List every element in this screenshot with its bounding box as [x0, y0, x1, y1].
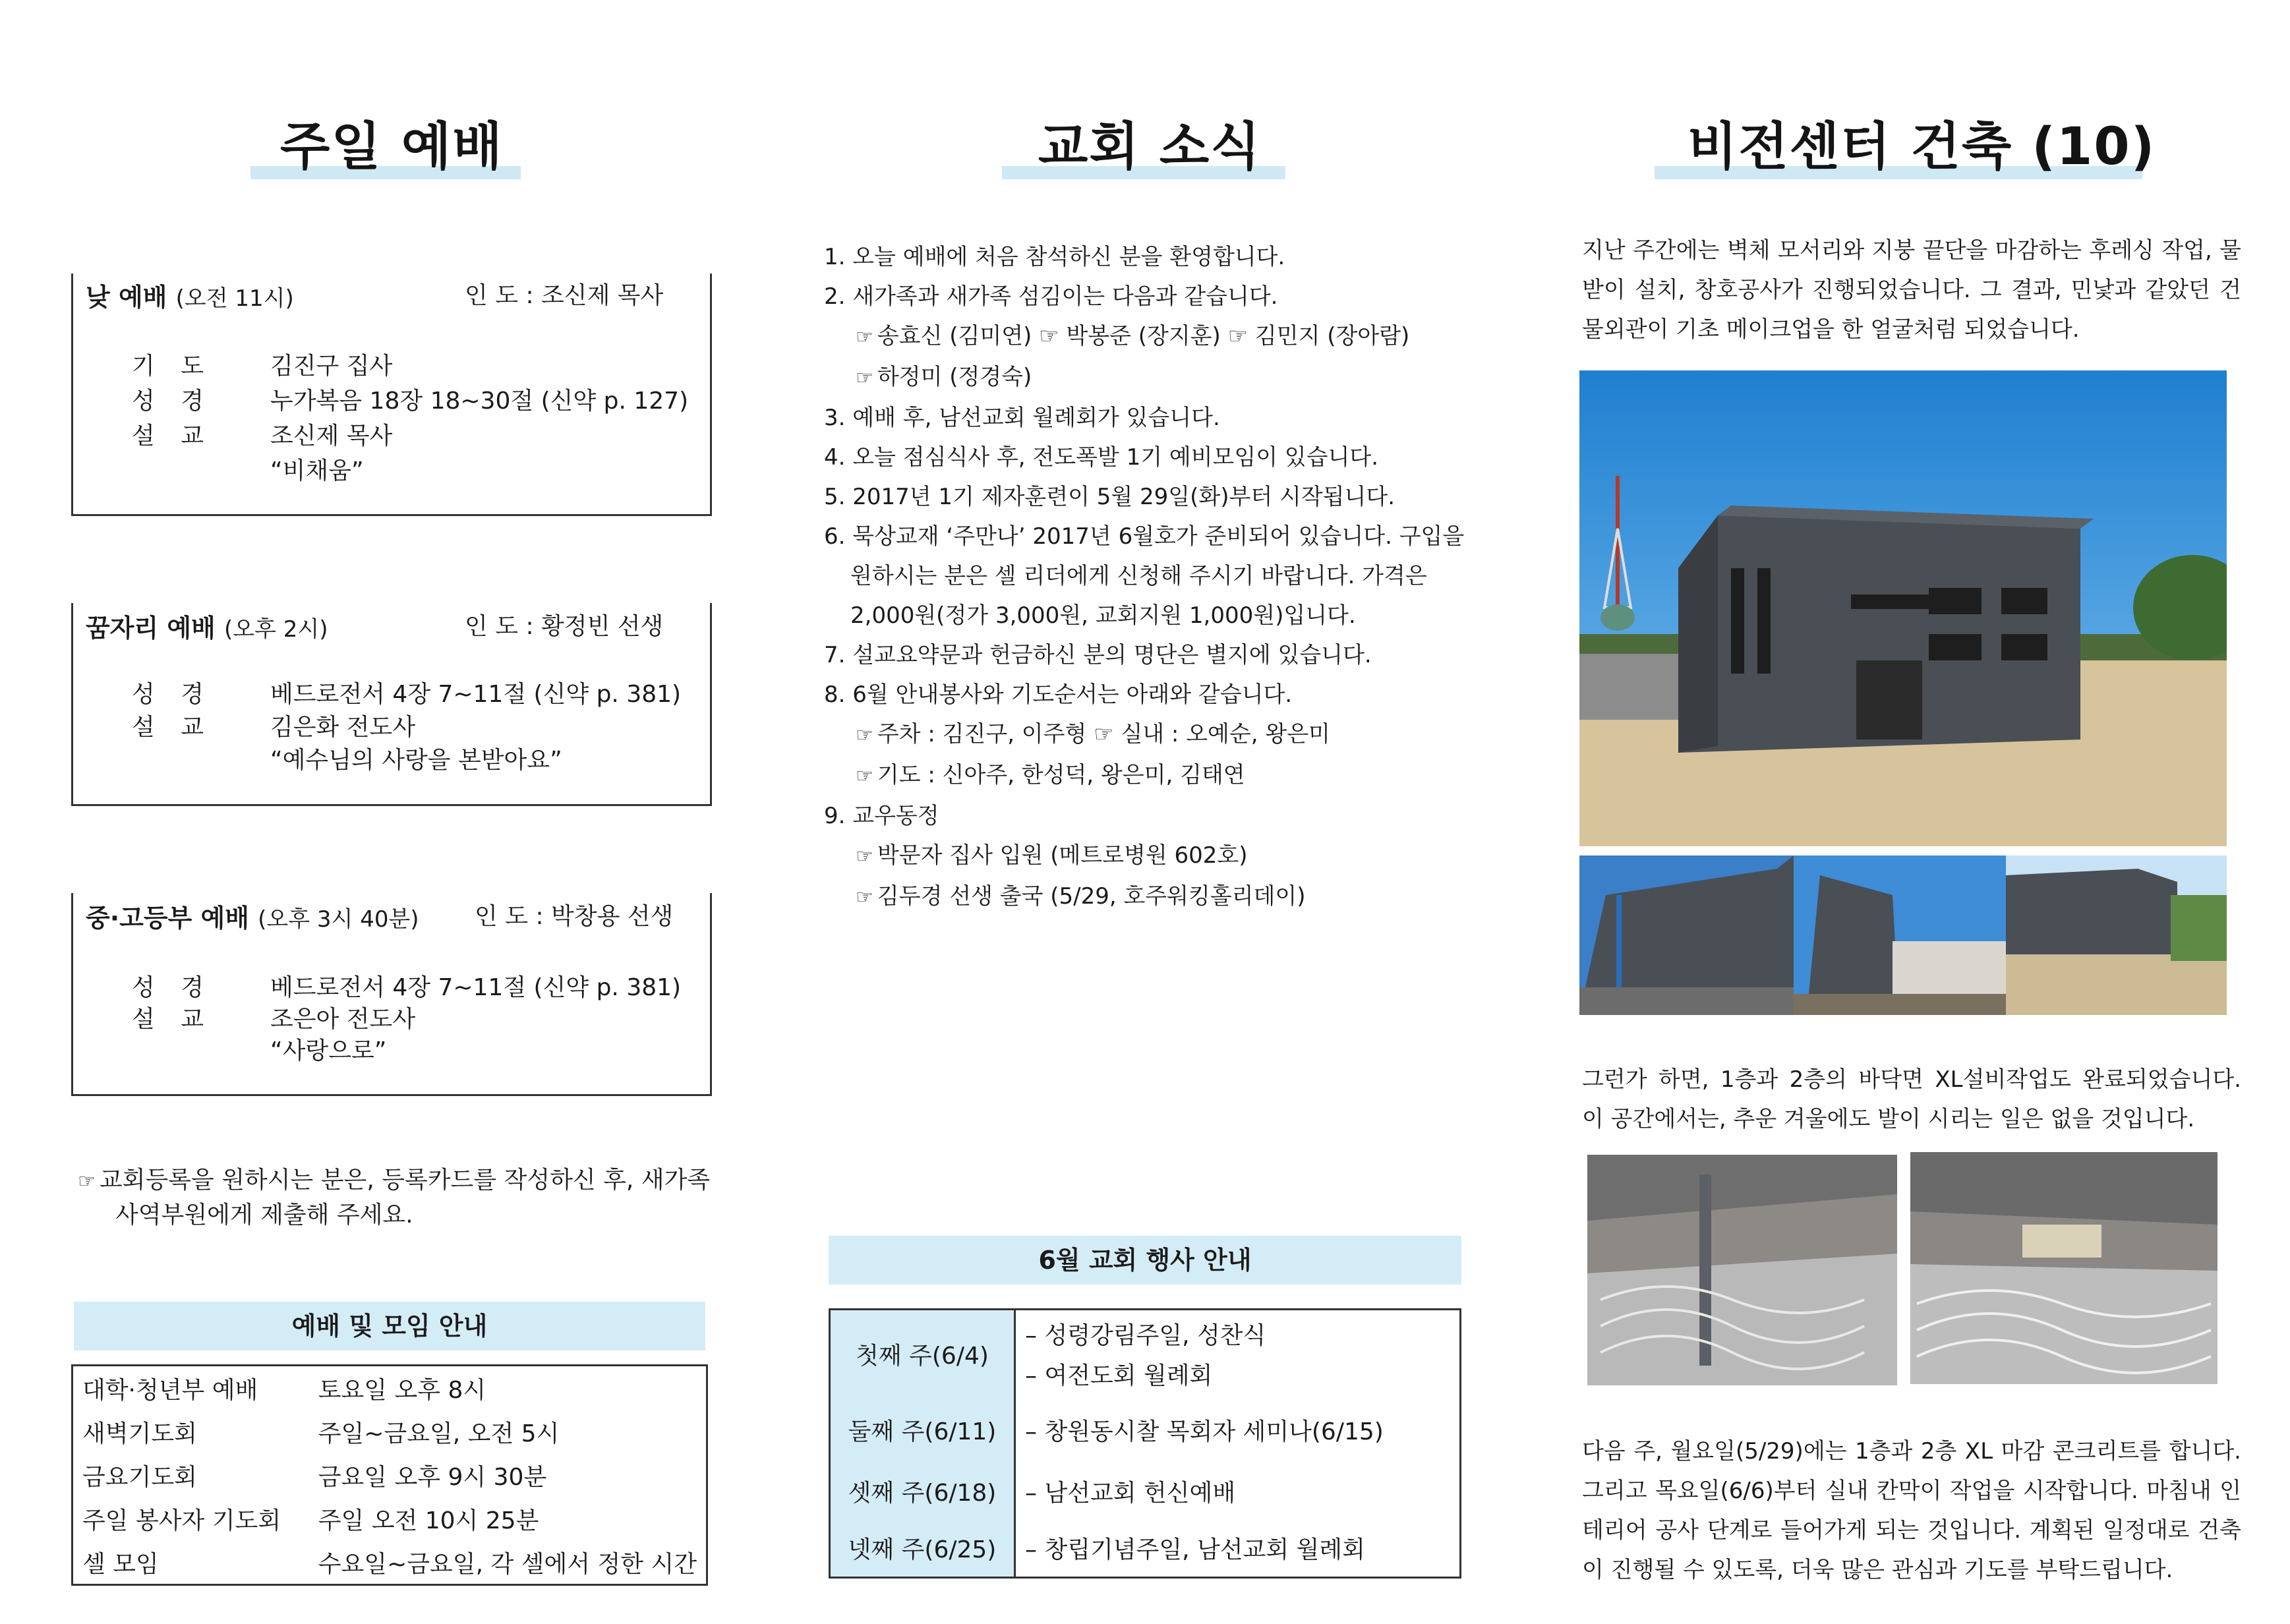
pointing-hand-icon: ☞: [78, 1170, 96, 1193]
noon-row: 기 도 김진구 집사: [132, 353, 393, 380]
interior-floor-photo-1: [1587, 1155, 1897, 1385]
pointing-hand-icon: ☞: [856, 366, 873, 390]
table-row: [830, 1462, 1461, 1520]
list-item: 8. 6월 안내봉사와 기도순서는 아래와 같습니다.: [824, 682, 1293, 708]
list-item: ☞ 박문자 집사 입원 (메트로병원 602호): [856, 842, 1248, 869]
event-week: 셋째 주(6/18): [830, 1462, 1015, 1520]
events-table: [829, 1308, 1461, 1579]
construction-paragraph: 그런가 하면, 1층과 2층의 바닥면 XL설비작업도 완료되었습니다. 이 공간에서는, 추운 겨울에도 발이 시리는 일은 없을 것입니다.: [1582, 1066, 2241, 1132]
list-item: 2. 새가족과 새가족 섬김이는 다음과 같습니다.: [824, 283, 1278, 310]
construction-photo-3: [2006, 856, 2227, 1015]
pointing-hand-icon: ☞: [856, 765, 873, 788]
table-row: 셀 모임 수요일~금요일, 각 셀에서 정한 시간: [82, 1550, 697, 1578]
event-week: 첫째 주(6/4): [830, 1310, 1015, 1398]
table-row: [830, 1397, 1461, 1462]
noon-service-heading: 낮 예배 (오전 11시): [86, 283, 294, 312]
construction-column: [1529, 0, 2290, 1624]
event-items: – 창립기념주일, 남선교회 월례회: [1025, 1536, 1365, 1564]
list-item: 7. 설교요약문과 헌금하신 분의 명단은 별지에 있습니다.: [824, 642, 1372, 668]
table-row: 새벽기도회 주일~금요일, 오전 5시: [82, 1420, 560, 1447]
kids-sermon-title: “예수님의 사랑을 본받아요”: [270, 747, 562, 774]
list-item: 6. 묵상교재 ‘주만나’ 2017년 6월호가 준비되어 있습니다. 구입을: [824, 523, 1465, 550]
list-item: 2,000원(정가 3,000원, 교회지원 1,000원)입니다.: [850, 602, 1356, 629]
register-note: ☞ 교회등록을 원하시는 분은, 등록카드를 작성하신 후, 새가족: [78, 1167, 711, 1194]
list-item: 원하시는 분은 셀 리더에게 신청해 주시기 바랍니다. 가격은: [850, 563, 1427, 589]
youth-row: 설 교 조은아 전도사: [132, 1006, 416, 1033]
list-item: ☞ 주차 : 김진구, 이주형 ☞ 실내 : 오예순, 왕은미: [856, 721, 1330, 747]
table-row: [830, 1310, 1461, 1398]
youth-sermon-title: “사랑으로”: [270, 1037, 387, 1064]
pointing-hand-icon: ☞: [856, 724, 873, 747]
construction-paragraph: 지난 주간에는 벽체 모서리와 지붕 끝단을 마감하는 후레싱 작업, 물받이 설치, 창호공사가 진행되었습니다. 그 결과, 민낯과 같았던 건물외관이 기초 메이크업을 한 얼굴처럼 되었습니다.: [1582, 237, 2241, 343]
register-note-cont: 사역부원에게 제출해 주세요.: [115, 1202, 413, 1229]
news-column: [765, 0, 1529, 1624]
construction-photo-2: [1794, 856, 2006, 1015]
table-row: [830, 1520, 1461, 1578]
noon-row: 설 교 조신제 목사: [132, 422, 393, 450]
table-row: 금요기도회 금요일 오후 9시 30분: [82, 1463, 547, 1491]
meetings-heading: 예배 및 모임 안내: [74, 1302, 705, 1350]
list-item: 3. 예배 후, 남선교회 월례회가 있습니다.: [824, 405, 1220, 431]
worship-column: [0, 0, 765, 1624]
kids-row: 성 경 베드로전서 4장 7~11절 (신약 p. 381): [132, 681, 682, 708]
list-item: ☞ 송효신 (김미연) ☞ 박봉준 (장지훈) ☞ 김민지 (장아람): [856, 323, 1410, 349]
interior-floor-photo-2: [1910, 1152, 2217, 1384]
worship-title: 주일 예배: [280, 117, 504, 177]
list-item: ☞ 하정미 (정경숙): [856, 364, 1032, 390]
kids-leader: 인 도 : 황정빈 선생: [465, 613, 664, 640]
table-row: 대학·청년부 예배 토요일 오후 8시: [82, 1376, 486, 1404]
event-items: – 성령강림주일, 성찬식 – 여전도회 월례회: [1025, 1322, 1266, 1390]
list-item: ☞ 김두경 선생 출국 (5/29, 호주워킹홀리데이): [856, 883, 1306, 910]
event-week: 넷째 주(6/25): [830, 1520, 1015, 1578]
youth-row: 성 경 베드로전서 4장 7~11절 (신약 p. 381): [132, 974, 682, 1001]
kids-row: 설 교 김은화 전도사: [132, 714, 416, 741]
list-item: 5. 2017년 1기 제자훈련이 5월 29일(화)부터 시작됩니다.: [824, 484, 1395, 510]
list-item: 4. 오늘 점심식사 후, 전도폭발 1기 예비모임이 있습니다.: [824, 444, 1379, 471]
table-row: 주일 봉사자 기도회 주일 오전 10시 25분: [82, 1507, 539, 1534]
noon-sermon-title: “비채움”: [270, 457, 364, 484]
youth-service-heading: 중·고등부 예배 (오후 3시 40분): [86, 904, 419, 933]
pointing-hand-icon: ☞: [856, 886, 873, 909]
events-heading: 6월 교회 행사 안내: [829, 1236, 1461, 1285]
construction-paragraph: 다음 주, 월요일(5/29)에는 1층과 2층 XL 마감 콘크리트를 합니다. 그리고 목요일(6/6)부터 실내 칸막이 작업을 시작합니다. 마침내 인테리어 공사 단계로 들어가게 되는 것입니다. 계획된 일정대로 건축이 진행될 수 있도록, 더욱 많은 관심과 기도를 부탁드립니다.: [1582, 1438, 2241, 1583]
list-item: 1. 오늘 예배에 처음 참석하신 분을 환영합니다.: [824, 244, 1285, 270]
noon-leader: 인 도 : 조신제 목사: [465, 282, 664, 309]
youth-leader: 인 도 : 박창용 선생: [475, 903, 674, 930]
construction-title: 비전센터 건축 (10): [1688, 117, 2156, 177]
list-item: 9. 교우동정: [824, 803, 939, 829]
building-exterior-photo: [1579, 370, 2227, 846]
event-items: – 남선교회 헌신예배: [1025, 1479, 1236, 1507]
event-week: 둘째 주(6/11): [830, 1397, 1015, 1462]
event-items: – 창원동시찰 목회자 세미나(6/15): [1025, 1418, 1384, 1445]
list-item: ☞ 기도 : 신아주, 한성덕, 왕은미, 김태연: [856, 762, 1245, 788]
construction-photo-1: [1579, 856, 1794, 1015]
meetings-table: [71, 1364, 708, 1586]
news-list: [824, 237, 1523, 917]
news-title: 교회 소식: [1038, 117, 1262, 177]
noon-row: 성 경 누가복음 18장 18~30절 (신약 p. 127): [132, 388, 689, 415]
pointing-hand-icon: ☞: [856, 326, 873, 349]
kids-service-heading: 꿈자리 예배 (오후 2시): [86, 614, 328, 643]
pointing-hand-icon: ☞: [856, 845, 873, 868]
